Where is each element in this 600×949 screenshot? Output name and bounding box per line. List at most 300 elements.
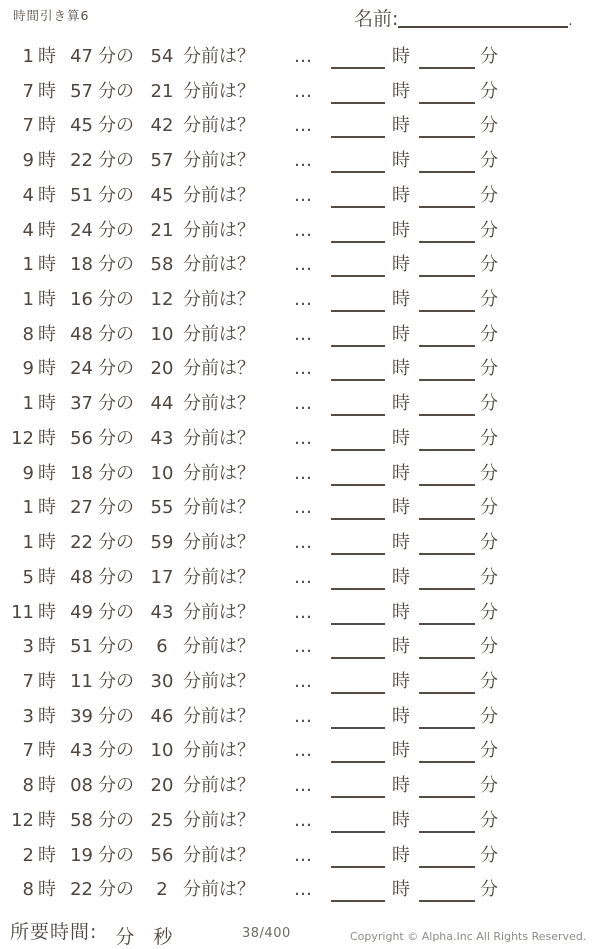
start-hour-value: 8 [22, 775, 34, 797]
start-minute-value: 18 [70, 254, 93, 276]
answer-minute-unit-label: 分 [480, 879, 498, 901]
answer-hour-unit-label: 時 [392, 289, 410, 311]
minutes-before-value: 2 [156, 879, 168, 901]
start-hour-value: 8 [22, 879, 34, 901]
minute-unit-label: 分の [98, 809, 134, 831]
elapsed-time-label: 所要時間: [10, 921, 98, 943]
minutes-before-label: 分前は？ [183, 601, 255, 623]
ellipsis: … [294, 532, 314, 554]
start-hour-value: 11 [11, 601, 34, 623]
ellipsis: … [294, 670, 314, 692]
answer-hour-blank[interactable] [331, 379, 385, 381]
answer-hour-blank[interactable] [331, 102, 385, 104]
answer-minute-blank[interactable] [419, 379, 475, 381]
page-counter: 38/400 [242, 926, 291, 941]
answer-hour-blank[interactable] [331, 831, 385, 833]
start-hour-value: 4 [22, 184, 34, 206]
answer-minute-blank[interactable] [419, 692, 475, 694]
answer-hour-unit-label: 時 [392, 254, 410, 276]
minutes-before-label: 分前は？ [183, 566, 255, 588]
answer-hour-unit-label: 時 [392, 497, 410, 519]
minutes-before-label: 分前は？ [183, 497, 255, 519]
ellipsis: … [294, 566, 314, 588]
minute-unit-label: 分の [98, 323, 134, 345]
answer-hour-unit-label: 時 [392, 393, 410, 415]
minutes-before-label: 分前は？ [183, 323, 255, 345]
hour-unit-label: 時 [38, 497, 56, 519]
answer-minute-blank[interactable] [419, 136, 475, 138]
answer-minute-blank[interactable] [419, 623, 475, 625]
answer-hour-blank[interactable] [331, 241, 385, 243]
ellipsis: … [294, 115, 314, 137]
answer-hour-blank[interactable] [331, 727, 385, 729]
hour-unit-label: 時 [38, 844, 56, 866]
answer-minute-blank[interactable] [419, 657, 475, 659]
minutes-before-label: 分前は？ [183, 289, 255, 311]
hour-unit-label: 時 [38, 358, 56, 380]
minutes-before-label: 分前は？ [183, 532, 255, 554]
start-minute-value: 24 [70, 219, 93, 241]
minutes-before-label: 分前は？ [183, 150, 255, 172]
answer-minute-blank[interactable] [419, 345, 475, 347]
name-input-line[interactable] [398, 26, 568, 28]
minutes-before-label: 分前は？ [183, 879, 255, 901]
minutes-before-value: 20 [150, 358, 174, 380]
ellipsis: … [294, 184, 314, 206]
answer-hour-blank[interactable] [331, 414, 385, 416]
problem-row [3, 214, 597, 249]
answer-minute-unit-label: 分 [480, 150, 498, 172]
elapsed-seconds-unit-label: 秒 [153, 926, 174, 948]
answer-minute-unit-label: 分 [480, 670, 498, 692]
answer-minute-blank[interactable] [419, 67, 475, 69]
start-hour-value: 9 [22, 150, 34, 172]
ellipsis: … [294, 601, 314, 623]
start-minute-value: 48 [70, 323, 93, 345]
problem-row [3, 318, 597, 353]
answer-minute-blank[interactable] [419, 414, 475, 416]
answer-hour-blank[interactable] [331, 345, 385, 347]
minutes-before-label: 分前は？ [183, 636, 255, 658]
answer-minute-unit-label: 分 [480, 775, 498, 797]
start-minute-value: 45 [70, 115, 93, 137]
minute-unit-label: 分の [98, 636, 134, 658]
hour-unit-label: 時 [38, 532, 56, 554]
problem-row [3, 283, 597, 318]
minute-unit-label: 分の [98, 844, 134, 866]
answer-minute-unit-label: 分 [480, 601, 498, 623]
hour-unit-label: 時 [38, 601, 56, 623]
minute-unit-label: 分の [98, 219, 134, 241]
minutes-before-label: 分前は？ [183, 219, 255, 241]
problem-row [3, 596, 597, 631]
minutes-before-label: 分前は？ [183, 358, 255, 380]
start-hour-value: 7 [22, 670, 34, 692]
answer-minute-blank[interactable] [419, 553, 475, 555]
start-minute-value: 24 [70, 358, 93, 380]
answer-hour-blank[interactable] [331, 900, 385, 902]
answer-hour-blank[interactable] [331, 171, 385, 173]
start-minute-value: 16 [70, 289, 93, 311]
start-minute-value: 39 [70, 705, 93, 727]
start-minute-value: 51 [70, 184, 93, 206]
start-hour-value: 3 [22, 705, 34, 727]
answer-hour-blank[interactable] [331, 275, 385, 277]
answer-hour-blank[interactable] [331, 484, 385, 486]
answer-minute-unit-label: 分 [480, 462, 498, 484]
answer-hour-unit-label: 時 [392, 115, 410, 137]
answer-minute-blank[interactable] [419, 275, 475, 277]
answer-minute-unit-label: 分 [480, 80, 498, 102]
problems-list [3, 40, 597, 908]
hour-unit-label: 時 [38, 80, 56, 102]
answer-hour-blank[interactable] [331, 206, 385, 208]
hour-unit-label: 時 [38, 879, 56, 901]
minute-unit-label: 分の [98, 601, 134, 623]
minutes-before-label: 分前は？ [183, 775, 255, 797]
start-hour-value: 1 [22, 393, 34, 415]
answer-minute-blank[interactable] [419, 761, 475, 763]
minute-unit-label: 分の [98, 254, 134, 276]
minutes-before-value: 30 [150, 670, 174, 692]
ellipsis: … [294, 254, 314, 276]
answer-hour-unit-label: 時 [392, 740, 410, 762]
minutes-before-value: 17 [150, 566, 174, 588]
minutes-before-value: 55 [150, 497, 174, 519]
minutes-before-label: 分前は？ [183, 427, 255, 449]
answer-minute-unit-label: 分 [480, 809, 498, 831]
minute-unit-label: 分の [98, 427, 134, 449]
answer-minute-blank[interactable] [419, 206, 475, 208]
minute-unit-label: 分の [98, 740, 134, 762]
start-hour-value: 4 [22, 219, 34, 241]
problem-row [3, 75, 597, 110]
hour-unit-label: 時 [38, 46, 56, 67]
hour-unit-label: 時 [38, 254, 56, 276]
answer-hour-unit-label: 時 [392, 80, 410, 102]
start-hour-value: 9 [22, 358, 34, 380]
minutes-before-value: 46 [150, 705, 174, 727]
hour-unit-label: 時 [38, 219, 56, 241]
answer-hour-blank[interactable] [331, 67, 385, 69]
problem-row [3, 561, 597, 596]
answer-hour-unit-label: 時 [392, 358, 410, 380]
minute-unit-label: 分の [98, 150, 134, 172]
answer-hour-unit-label: 時 [392, 809, 410, 831]
minutes-before-label: 分前は？ [183, 184, 255, 206]
answer-hour-unit-label: 時 [392, 427, 410, 449]
problem-row [3, 387, 597, 422]
start-minute-value: 22 [70, 532, 93, 554]
answer-hour-unit-label: 時 [392, 879, 410, 901]
start-hour-value: 1 [22, 46, 34, 67]
start-hour-value: 1 [22, 289, 34, 311]
start-minute-value: 51 [70, 636, 93, 658]
ellipsis: … [294, 879, 314, 901]
minute-unit-label: 分の [98, 393, 134, 415]
answer-minute-blank[interactable] [419, 796, 475, 798]
minutes-before-value: 25 [150, 809, 174, 831]
answer-minute-unit-label: 分 [480, 497, 498, 519]
problem-row [3, 873, 597, 908]
name-line-dot: . [568, 14, 573, 29]
minutes-before-label: 分前は？ [183, 670, 255, 692]
answer-minute-unit-label: 分 [480, 532, 498, 554]
answer-minute-unit-label: 分 [480, 46, 498, 67]
ellipsis: … [294, 462, 314, 484]
answer-hour-blank[interactable] [331, 866, 385, 868]
problem-row [3, 352, 597, 387]
start-minute-value: 27 [70, 497, 93, 519]
answer-hour-blank[interactable] [331, 553, 385, 555]
minutes-before-value: 21 [150, 219, 174, 241]
hour-unit-label: 時 [38, 115, 56, 137]
minute-unit-label: 分の [98, 670, 134, 692]
answer-hour-unit-label: 時 [392, 844, 410, 866]
ellipsis: … [294, 358, 314, 380]
problem-row [3, 248, 597, 283]
minutes-before-value: 58 [150, 254, 174, 276]
start-minute-value: 22 [70, 879, 93, 901]
start-minute-value: 47 [70, 46, 93, 67]
start-minute-value: 18 [70, 462, 93, 484]
minute-unit-label: 分の [98, 497, 134, 519]
start-minute-value: 43 [70, 740, 93, 762]
answer-minute-blank[interactable] [419, 588, 475, 590]
answer-minute-blank[interactable] [419, 518, 475, 520]
answer-minute-blank[interactable] [419, 449, 475, 451]
problem-row [3, 179, 597, 214]
answer-minute-unit-label: 分 [480, 184, 498, 206]
problem-row [3, 457, 597, 492]
ellipsis: … [294, 497, 314, 519]
ellipsis: … [294, 150, 314, 172]
start-minute-value: 48 [70, 566, 93, 588]
minute-unit-label: 分の [98, 879, 134, 901]
minute-unit-label: 分の [98, 184, 134, 206]
minutes-before-label: 分前は？ [183, 705, 255, 727]
answer-minute-unit-label: 分 [480, 705, 498, 727]
copyright-notice: Copyright © Alpha.Inc All Rights Reserved. [350, 930, 587, 943]
answer-hour-blank[interactable] [331, 657, 385, 659]
start-hour-value: 7 [22, 80, 34, 102]
minutes-before-label: 分前は？ [183, 809, 255, 831]
answer-minute-blank[interactable] [419, 102, 475, 104]
minute-unit-label: 分の [98, 358, 134, 380]
minute-unit-label: 分の [98, 705, 134, 727]
minute-unit-label: 分の [98, 289, 134, 311]
start-hour-value: 1 [22, 497, 34, 519]
minutes-before-value: 44 [150, 393, 174, 415]
name-label: 名前: [354, 8, 399, 30]
answer-hour-blank[interactable] [331, 136, 385, 138]
minute-unit-label: 分の [98, 532, 134, 554]
minute-unit-label: 分の [98, 115, 134, 137]
hour-unit-label: 時 [38, 184, 56, 206]
answer-minute-blank[interactable] [419, 484, 475, 486]
hour-unit-label: 時 [38, 323, 56, 345]
minutes-before-value: 54 [150, 46, 174, 67]
answer-hour-blank[interactable] [331, 518, 385, 520]
minutes-before-value: 56 [150, 844, 174, 866]
answer-hour-unit-label: 時 [392, 219, 410, 241]
minutes-before-value: 20 [150, 775, 174, 797]
minutes-before-value: 57 [150, 150, 174, 172]
answer-minute-unit-label: 分 [480, 289, 498, 311]
answer-hour-blank[interactable] [331, 692, 385, 694]
minutes-before-label: 分前は？ [183, 462, 255, 484]
answer-minute-blank[interactable] [419, 866, 475, 868]
start-hour-value: 2 [22, 844, 34, 866]
start-hour-value: 7 [22, 115, 34, 137]
minutes-before-label: 分前は？ [183, 46, 255, 67]
minute-unit-label: 分の [98, 46, 134, 67]
hour-unit-label: 時 [38, 636, 56, 658]
start-minute-value: 19 [70, 844, 93, 866]
minutes-before-value: 6 [156, 636, 168, 658]
ellipsis: … [294, 636, 314, 658]
start-hour-value: 5 [22, 566, 34, 588]
start-hour-value: 9 [22, 462, 34, 484]
ellipsis: … [294, 80, 314, 102]
minutes-before-label: 分前は？ [183, 393, 255, 415]
ellipsis: … [294, 323, 314, 345]
minutes-before-value: 10 [150, 323, 174, 345]
start-hour-value: 7 [22, 740, 34, 762]
answer-minute-unit-label: 分 [480, 566, 498, 588]
start-minute-value: 08 [70, 775, 93, 797]
problem-row [3, 109, 597, 144]
problem-row [3, 144, 597, 179]
hour-unit-label: 時 [38, 705, 56, 727]
minutes-before-value: 45 [150, 184, 174, 206]
answer-hour-unit-label: 時 [392, 46, 410, 67]
minutes-before-value: 59 [150, 532, 174, 554]
answer-hour-blank[interactable] [331, 623, 385, 625]
answer-minute-blank[interactable] [419, 900, 475, 902]
answer-hour-blank[interactable] [331, 761, 385, 763]
start-minute-value: 49 [70, 601, 93, 623]
answer-minute-unit-label: 分 [480, 219, 498, 241]
answer-minute-blank[interactable] [419, 241, 475, 243]
ellipsis: … [294, 393, 314, 415]
start-hour-value: 8 [22, 323, 34, 345]
minutes-before-label: 分前は？ [183, 740, 255, 762]
problem-row [3, 734, 597, 769]
minute-unit-label: 分の [98, 80, 134, 102]
ellipsis: … [294, 46, 314, 67]
answer-hour-blank[interactable] [331, 796, 385, 798]
problem-row [3, 700, 597, 735]
answer-hour-unit-label: 時 [392, 532, 410, 554]
start-hour-value: 1 [22, 254, 34, 276]
minutes-before-label: 分前は？ [183, 115, 255, 137]
answer-minute-blank[interactable] [419, 171, 475, 173]
problem-row [3, 665, 597, 700]
start-hour-value: 12 [11, 427, 34, 449]
minute-unit-label: 分の [98, 566, 134, 588]
problem-row [3, 422, 597, 457]
answer-minute-unit-label: 分 [480, 323, 498, 345]
problem-row [3, 526, 597, 561]
answer-minute-blank[interactable] [419, 310, 475, 312]
start-hour-value: 12 [11, 809, 34, 831]
start-hour-value: 3 [22, 636, 34, 658]
ellipsis: … [294, 844, 314, 866]
hour-unit-label: 時 [38, 809, 56, 831]
answer-minute-blank[interactable] [419, 727, 475, 729]
start-minute-value: 22 [70, 150, 93, 172]
problem-row [3, 491, 597, 526]
answer-hour-unit-label: 時 [392, 150, 410, 172]
ellipsis: … [294, 427, 314, 449]
hour-unit-label: 時 [38, 670, 56, 692]
ellipsis: … [294, 775, 314, 797]
start-minute-value: 58 [70, 809, 93, 831]
minutes-before-label: 分前は？ [183, 254, 255, 276]
problem-row [3, 40, 597, 75]
problem-row [3, 839, 597, 874]
hour-unit-label: 時 [38, 393, 56, 415]
answer-hour-blank[interactable] [331, 449, 385, 451]
worksheet-title: 時間引き算6 [13, 8, 90, 23]
minutes-before-label: 分前は？ [183, 844, 255, 866]
elapsed-minutes-unit-label: 分 [115, 926, 136, 948]
answer-minute-unit-label: 分 [480, 358, 498, 380]
hour-unit-label: 時 [38, 462, 56, 484]
ellipsis: … [294, 809, 314, 831]
hour-unit-label: 時 [38, 427, 56, 449]
answer-hour-unit-label: 時 [392, 670, 410, 692]
answer-minute-unit-label: 分 [480, 740, 498, 762]
answer-hour-blank[interactable] [331, 310, 385, 312]
name-section [354, 4, 573, 31]
minutes-before-value: 10 [150, 740, 174, 762]
hour-unit-label: 時 [38, 775, 56, 797]
minutes-before-label: 分前は？ [183, 80, 255, 102]
answer-minute-blank[interactable] [419, 831, 475, 833]
answer-minute-unit-label: 分 [480, 427, 498, 449]
elapsed-time-section [10, 917, 191, 949]
answer-hour-unit-label: 時 [392, 705, 410, 727]
answer-minute-unit-label: 分 [480, 254, 498, 276]
minutes-before-value: 43 [150, 427, 174, 449]
ellipsis: … [294, 705, 314, 727]
answer-hour-blank[interactable] [331, 588, 385, 590]
problem-row [3, 769, 597, 804]
problem-row [3, 630, 597, 665]
answer-hour-unit-label: 時 [392, 184, 410, 206]
hour-unit-label: 時 [38, 289, 56, 311]
elapsed-time-input-line[interactable] [97, 922, 191, 949]
start-minute-value: 37 [70, 393, 93, 415]
ellipsis: … [294, 740, 314, 762]
start-minute-value: 57 [70, 80, 93, 102]
answer-hour-unit-label: 時 [392, 601, 410, 623]
minute-unit-label: 分の [98, 462, 134, 484]
answer-hour-unit-label: 時 [392, 566, 410, 588]
minutes-before-value: 43 [150, 601, 174, 623]
problem-row [3, 804, 597, 839]
answer-hour-unit-label: 時 [392, 775, 410, 797]
start-minute-value: 11 [70, 670, 93, 692]
minutes-before-value: 12 [150, 289, 174, 311]
answer-minute-unit-label: 分 [480, 844, 498, 866]
hour-unit-label: 時 [38, 566, 56, 588]
minutes-before-value: 21 [150, 80, 174, 102]
answer-minute-unit-label: 分 [480, 393, 498, 415]
ellipsis: … [294, 219, 314, 241]
